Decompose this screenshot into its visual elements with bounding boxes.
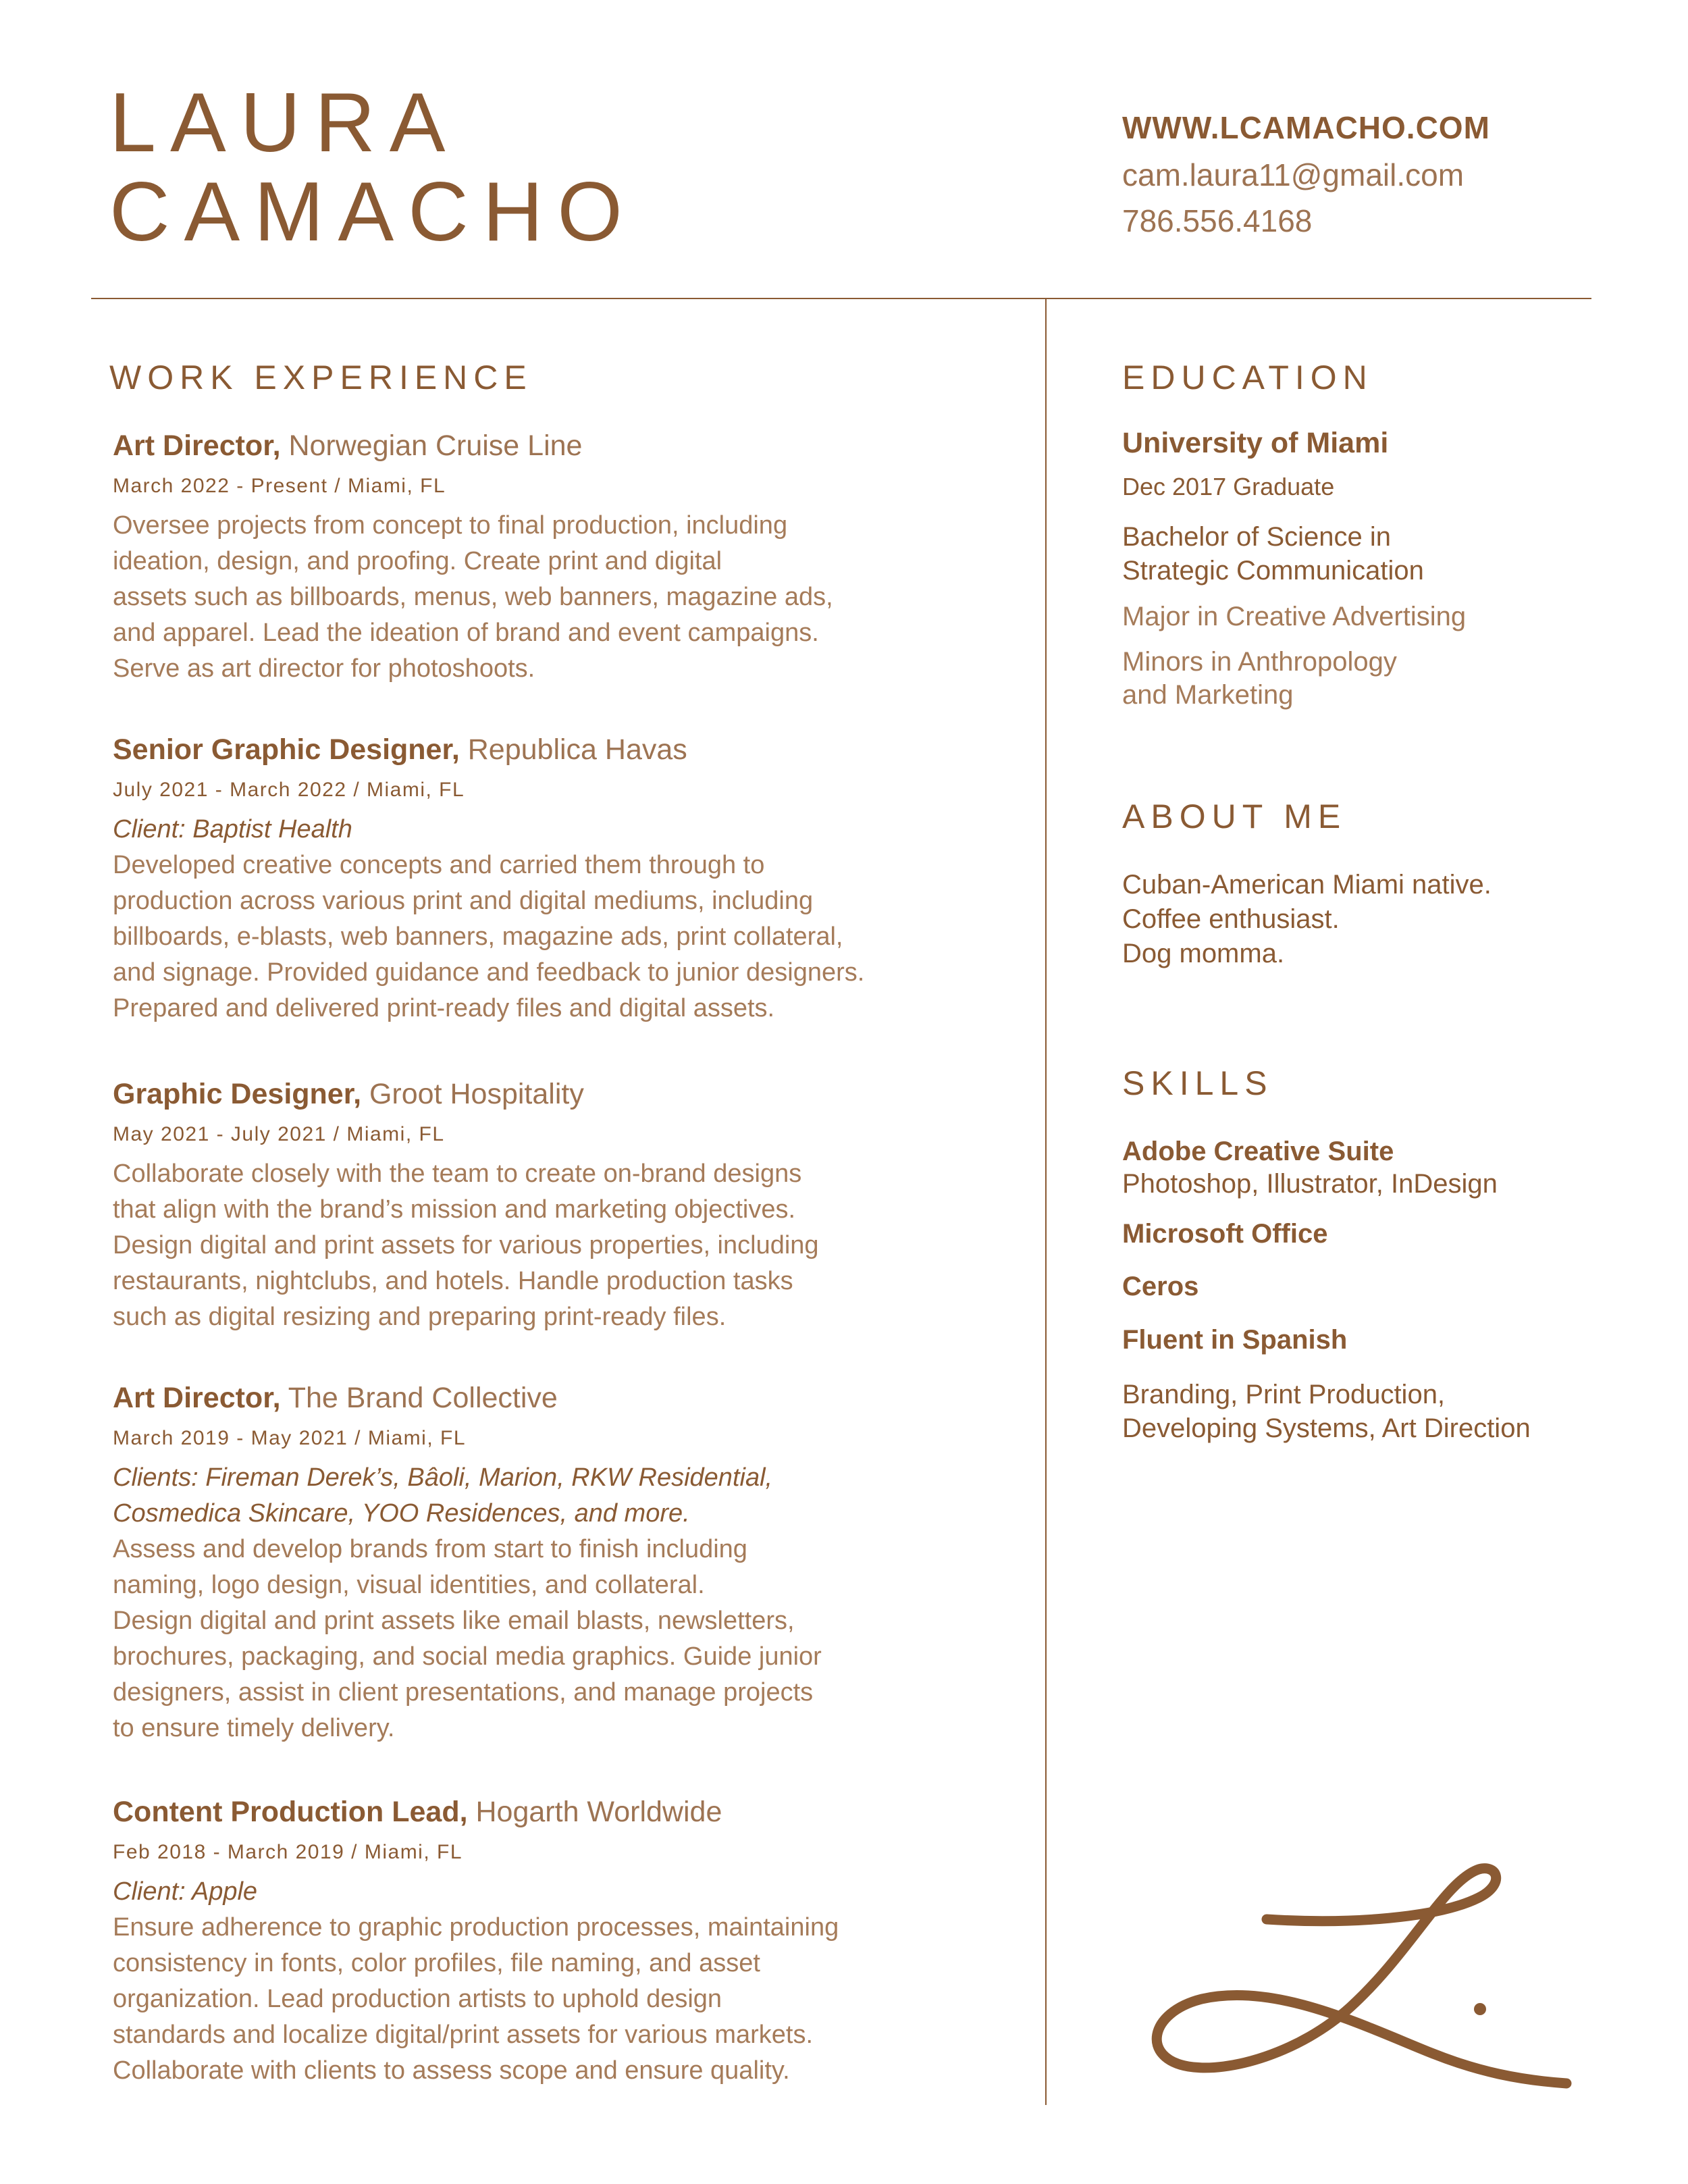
education-heading: EDUCATION xyxy=(1122,359,1373,396)
job-title xyxy=(113,425,1011,466)
job-role: Graphic Designer, xyxy=(113,1078,362,1110)
description-line: Oversee projects from concept to final production, including xyxy=(113,511,788,540)
job-role: Senior Graphic Designer, xyxy=(113,733,460,766)
job-company: The Brand Collective xyxy=(288,1382,558,1414)
education-degree-line: Strategic Communication xyxy=(1122,556,1424,586)
job-dates-location: March 2019 - May 2021 / Miami, FL xyxy=(113,1427,467,1449)
job-description xyxy=(113,508,1011,687)
description-line: brochures, packaging, and social media graphics. Guide junior xyxy=(113,1642,822,1671)
job-entry xyxy=(113,1378,1011,1746)
description-line: ideation, design, and proofing. Create print and digital xyxy=(113,547,722,575)
description-line: and signage. Provided guidance and feedback to junior designers. xyxy=(113,958,865,987)
job-role: Art Director, xyxy=(113,430,281,462)
job-description xyxy=(113,1156,1011,1335)
description-line: standards and localize digital/print assets for various markets. xyxy=(113,2021,814,2049)
job-entry xyxy=(113,1074,1011,1335)
job-title xyxy=(113,729,1011,770)
description-line: Serve as art director for photoshoots. xyxy=(113,654,535,683)
description-line: to ensure timely delivery. xyxy=(113,1714,395,1742)
first-name: LAURA xyxy=(109,76,460,170)
website-link[interactable]: WWW.LCAMACHO.COM xyxy=(1122,110,1490,145)
job-entry xyxy=(113,1792,1011,2089)
job-entry xyxy=(113,729,1011,1026)
work-experience-heading: WORK EXPERIENCE xyxy=(109,359,533,396)
job-clients xyxy=(113,1460,1011,1532)
description-line: naming, logo design, visual identities, and collateral. xyxy=(113,1571,705,1599)
description-line: Prepared and delivered print-ready files and digital assets. xyxy=(113,994,775,1022)
about-line: Cuban-American Miami native. xyxy=(1122,870,1492,900)
education-degree-line: Bachelor of Science in xyxy=(1122,522,1392,552)
job-company: Hogarth Worldwide xyxy=(475,1796,722,1828)
job-description xyxy=(113,848,1011,1026)
education-minors-line: Minors in Anthropology xyxy=(1122,647,1397,677)
job-role: Art Director, xyxy=(113,1382,281,1414)
description-line: billboards, e-blasts, web banners, magazine ads, print collateral, xyxy=(113,922,843,951)
phone-number: 786.556.4168 xyxy=(1122,203,1313,238)
description-line: Design digital and print assets for various properties, including xyxy=(113,1231,819,1259)
job-description xyxy=(113,1910,1011,2089)
description-line: and apparel. Lead the ideation of brand and event campaigns. xyxy=(113,619,819,647)
skill-ceros: Ceros xyxy=(1122,1272,1199,1301)
about-line: Dog momma. xyxy=(1122,939,1285,968)
job-client: Client: Apple xyxy=(113,1877,258,1906)
job-entry xyxy=(113,425,1011,687)
about-line: Coffee enthusiast. xyxy=(1122,904,1340,934)
description-line: production across various print and digital mediums, including xyxy=(113,887,814,915)
skill-other-line: Developing Systems, Art Direction xyxy=(1122,1413,1531,1443)
email-link[interactable]: cam.laura11@gmail.com xyxy=(1122,157,1465,192)
description-line: Collaborate with clients to assess scope and ensure quality. xyxy=(113,2056,790,2085)
description-line: Ensure adherence to graphic production processes, maintaining xyxy=(113,1913,839,1942)
description-line: Assess and develop brands from start to finish including xyxy=(113,1535,747,1563)
job-dates-location: May 2021 - July 2021 / Miami, FL xyxy=(113,1123,445,1145)
job-title xyxy=(113,1792,1011,1832)
education-major: Major in Creative Advertising xyxy=(1122,602,1467,631)
job-company: Groot Hospitality xyxy=(369,1078,584,1110)
description-line: that align with the brand’s mission and marketing objectives. xyxy=(113,1195,796,1224)
education-minors-line: and Marketing xyxy=(1122,680,1294,710)
job-dates-location: March 2022 - Present / Miami, FL xyxy=(113,475,446,497)
skill-adobe-detail: Photoshop, Illustrator, InDesign xyxy=(1122,1169,1498,1199)
description-line: designers, assist in client presentations, and manage projects xyxy=(113,1678,814,1707)
skill-adobe: Adobe Creative Suite xyxy=(1122,1137,1394,1166)
signature-l-icon xyxy=(1128,1850,1587,2107)
client-line: Cosmedica Skincare, YOO Residences, and more. xyxy=(113,1499,690,1528)
description-line: such as digital resizing and preparing print-ready files. xyxy=(113,1303,727,1331)
description-line: Design digital and print assets like email blasts, newsletters, xyxy=(113,1607,795,1635)
job-role: Content Production Lead, xyxy=(113,1796,468,1828)
last-name: CAMACHO xyxy=(109,165,637,259)
job-company: Republica Havas xyxy=(467,733,687,766)
skill-office: Microsoft Office xyxy=(1122,1219,1328,1249)
skill-other-line: Branding, Print Production, xyxy=(1122,1380,1446,1409)
job-dates-location: July 2021 - March 2022 / Miami, FL xyxy=(113,779,465,801)
client-line: Clients: Fireman Derek’s, Bâoli, Marion, RKW Residential, xyxy=(113,1463,773,1492)
about-me-heading: ABOUT ME xyxy=(1122,798,1347,835)
description-line: restaurants, nightclubs, and hotels. Handle production tasks xyxy=(113,1267,793,1295)
job-company: Norwegian Cruise Line xyxy=(288,430,583,462)
education-date: Dec 2017 Graduate xyxy=(1122,473,1335,500)
description-line: assets such as billboards, menus, web banners, magazine ads, xyxy=(113,583,833,611)
column-divider xyxy=(1045,298,1047,2105)
job-description xyxy=(113,1532,1011,1746)
description-line: consistency in fonts, color profiles, file naming, and asset xyxy=(113,1949,760,1977)
education-school: University of Miami xyxy=(1122,427,1389,459)
description-line: Developed creative concepts and carried them through to xyxy=(113,851,765,879)
description-line: organization. Lead production artists to uphold design xyxy=(113,1985,722,2013)
job-client: Client: Baptist Health xyxy=(113,815,352,843)
skill-spanish: Fluent in Spanish xyxy=(1122,1325,1348,1355)
job-title xyxy=(113,1378,1011,1418)
skills-heading: SKILLS xyxy=(1122,1064,1273,1102)
job-title xyxy=(113,1074,1011,1114)
description-line: Collaborate closely with the team to create on-brand designs xyxy=(113,1160,802,1188)
header-divider xyxy=(91,298,1591,299)
job-dates-location: Feb 2018 - March 2019 / Miami, FL xyxy=(113,1841,463,1863)
